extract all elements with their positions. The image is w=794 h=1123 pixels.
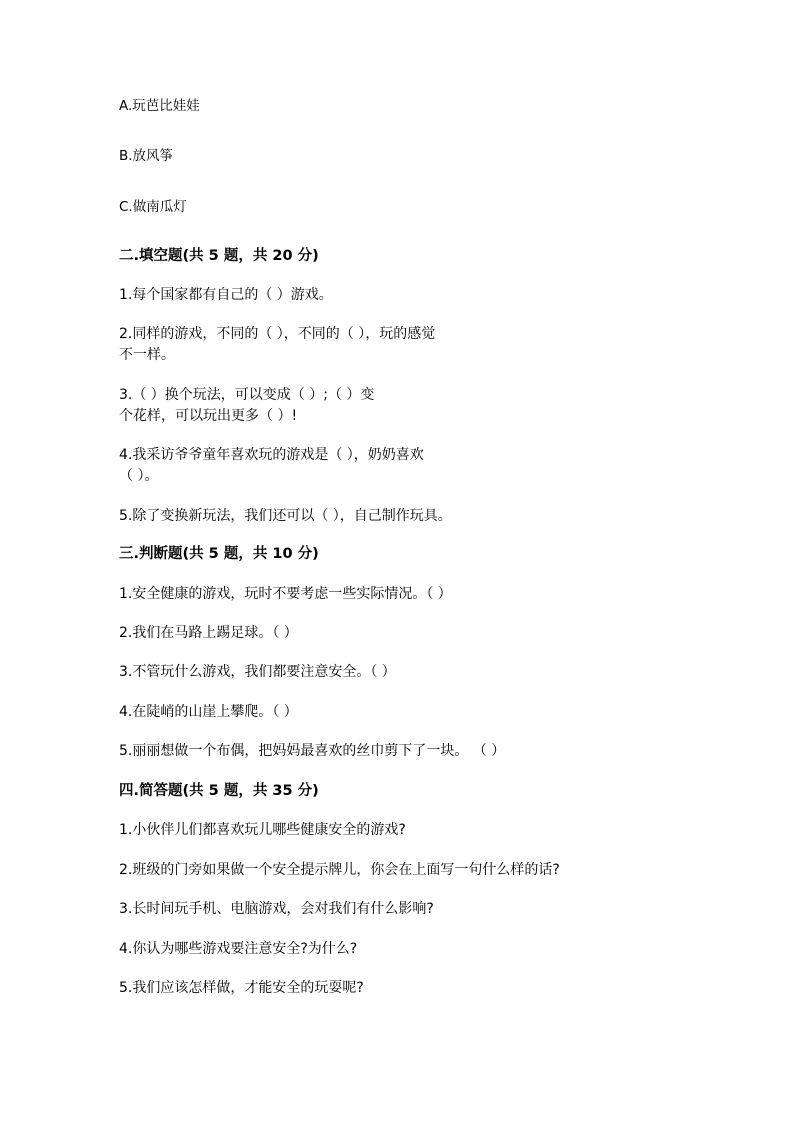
short-answer-question-1: 1.小伙伴儿们都喜欢玩儿哪些健康安全的游戏? bbox=[119, 822, 406, 838]
option-a: A.玩芭比娃娃 bbox=[119, 98, 200, 114]
short-answer-question-4: 4.你认为哪些游戏要注意安全?为什么? bbox=[119, 941, 358, 957]
option-b: B.放风筝 bbox=[119, 148, 174, 164]
fill-blank-question-2-cont: 不一样。 bbox=[119, 347, 175, 363]
fill-blank-question-3-cont: 个花样，可以玩出更多（ ）! bbox=[119, 408, 298, 424]
fill-blank-question-1: 1.每个国家都有自己的（ ）游戏。 bbox=[119, 287, 333, 303]
section-heading-short-answer: 四.简答题(共 5 题，共 35 分) bbox=[119, 783, 319, 799]
short-answer-question-5: 5.我们应该怎样做，才能安全的玩耍呢? bbox=[119, 980, 364, 996]
fill-blank-question-4-cont: （ ）。 bbox=[119, 468, 159, 484]
fill-blank-question-2: 2.同样的游戏，不同的（ ），不同的（ ），玩的感觉 bbox=[119, 326, 436, 342]
section-heading-fill-blank: 二.填空题(共 5 题，共 20 分) bbox=[119, 248, 319, 264]
short-answer-question-3: 3.长时间玩手机、电脑游戏，会对我们有什么影响? bbox=[119, 901, 434, 917]
true-false-question-3: 3.不管玩什么游戏，我们都要注意安全。（ ） bbox=[119, 664, 396, 680]
true-false-question-1: 1.安全健康的游戏，玩时不要考虑一些实际情况。（ ） bbox=[119, 586, 452, 602]
true-false-question-4: 4.在陡峭的山崖上攀爬。（ ） bbox=[119, 704, 298, 720]
section-heading-true-false: 三.判断题(共 5 题，共 10 分) bbox=[119, 546, 319, 562]
fill-blank-question-4: 4.我采访爷爷童年喜欢玩的游戏是（ ），奶奶喜欢 bbox=[119, 447, 424, 463]
short-answer-question-2: 2.班级的门旁如果做一个安全提示牌儿，你会在上面写一句什么样的话? bbox=[119, 862, 560, 878]
true-false-question-2: 2.我们在马路上踢足球。（ ） bbox=[119, 625, 298, 641]
true-false-question-5: 5.丽丽想做一个布偶，把妈妈最喜欢的丝巾剪下了一块。 （ ） bbox=[119, 743, 506, 759]
fill-blank-question-3: 3.（ ）换个玩法，可以变成（ ）;（ ）变 bbox=[119, 387, 375, 403]
fill-blank-question-5: 5.除了变换新玩法，我们还可以（ ），自己制作玩具。 bbox=[119, 508, 452, 524]
option-c: C.做南瓜灯 bbox=[119, 199, 187, 215]
